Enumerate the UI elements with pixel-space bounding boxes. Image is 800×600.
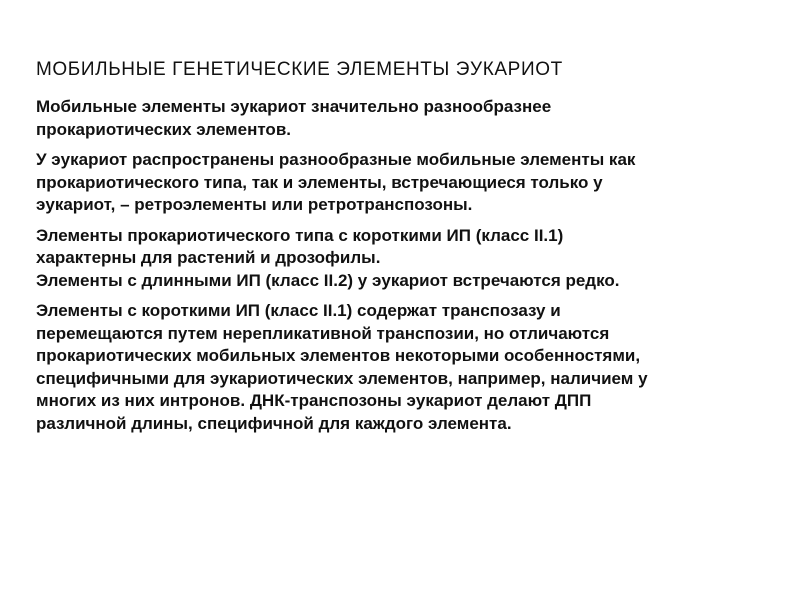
paragraph-line: многих из них интронов. ДНК-транспозоны эукариот делают ДПП: [36, 391, 592, 410]
paragraph-line: прокариотического типа, так и элементы, встречающиеся только у: [36, 172, 603, 192]
paragraph-1: [36, 96, 766, 141]
paragraph-line: эукариот, – ретроэлементы или ретротранспозоны.: [36, 195, 473, 214]
slide-content: [36, 58, 766, 443]
paragraph-4: [36, 300, 766, 435]
paragraph-line: прокариотических мобильных элементов некоторыми особенностями,: [36, 346, 641, 365]
paragraph-line: прокариотических элементов.: [36, 119, 291, 139]
paragraph-line: характерны для растений и дрозофилы.: [36, 248, 381, 267]
paragraph-line: Элементы с длинными ИП (класс II.2) у эукариот встречаются редко.: [36, 270, 620, 290]
paragraph-line: У эукариот распространены разнообразные мобильные элементы как: [36, 150, 636, 169]
paragraph-line: Мобильные элементы эукариот значительно разнообразнее: [36, 97, 552, 116]
slide-title: МОБИЛЬНЫЕ ГЕНЕТИЧЕСКИЕ ЭЛЕМЕНТЫ ЭУКАРИОТ: [36, 59, 563, 80]
paragraph-3: [36, 225, 766, 293]
paragraph-2: [36, 149, 766, 217]
paragraph-line: специфичными для эукариотических элементов, например, наличием у: [36, 368, 648, 388]
paragraph-line: Элементы прокариотического типа с короткими ИП (класс II.1): [36, 225, 564, 245]
paragraph-line: Элементы с короткими ИП (класс II.1) содержат транспозазу и: [36, 301, 561, 320]
paragraph-line: различной длины, специфичной для каждого элемента.: [36, 413, 512, 433]
paragraph-line: перемещаются путем нерепликативной транспозии, но отличаются: [36, 323, 610, 343]
